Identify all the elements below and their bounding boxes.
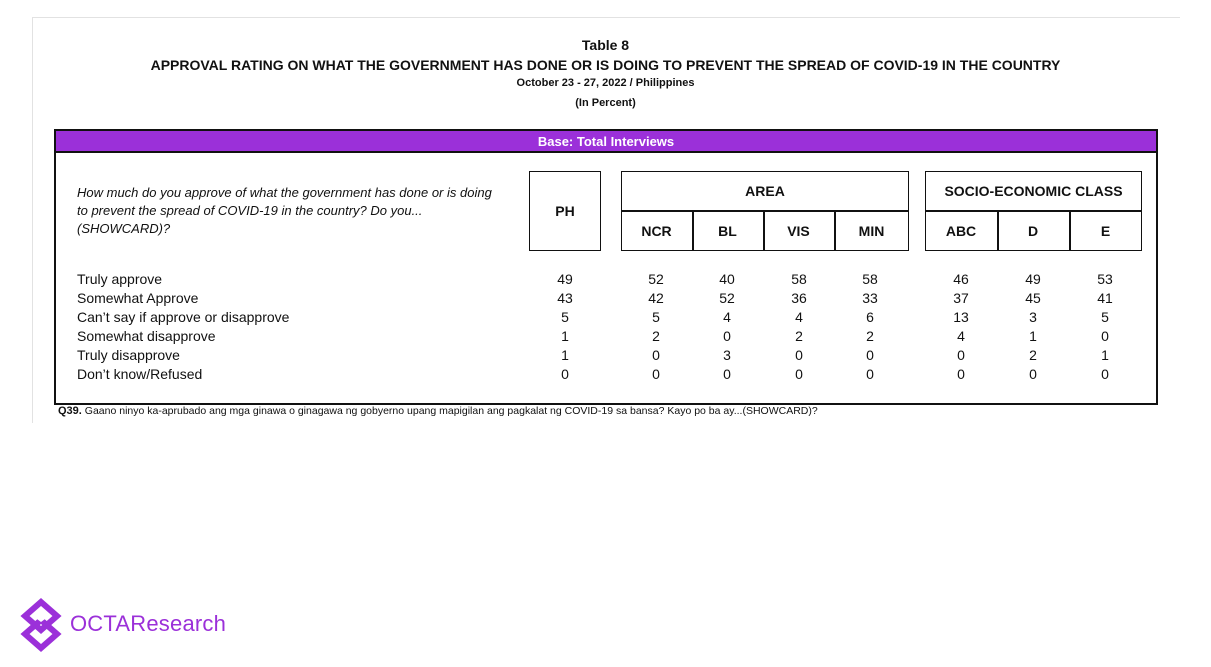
- question-footnote: [58, 405, 818, 417]
- frame-top-border: [32, 17, 1180, 18]
- question-translation: Gaano ninyo ka-aprubado ang mga ginawa o ginagawa ng gobyerno upang mapigilan ang pagkalat ng COVID-19 sa bansa? Kayo po ba ay...(SHOWCARD)?: [84, 405, 818, 417]
- cell-value: 2: [1029, 347, 1037, 363]
- cell-value: 0: [652, 366, 660, 382]
- question-text: How much do you approve of what the government has done or is doing to prevent the spread of COVID-19 in the country? Do you...(SHOWCARD)?: [77, 185, 492, 236]
- group-header-ses: SOCIO-ECONOMIC CLASS: [944, 182, 1123, 199]
- cell-value: 52: [719, 290, 735, 306]
- column-header-d: D: [1027, 223, 1039, 239]
- cell-value: 53: [1097, 271, 1113, 287]
- row-label: Truly disapprove: [77, 347, 180, 363]
- cell-value: 1: [1101, 347, 1109, 363]
- cell-value: 1: [561, 328, 569, 344]
- cell-value: 2: [866, 328, 874, 344]
- cell-value: 5: [561, 309, 569, 325]
- cell-value: 0: [866, 366, 874, 382]
- table-number: Table 8: [581, 37, 630, 53]
- cell-value: 36: [791, 290, 807, 306]
- cell-value: 0: [1029, 366, 1037, 382]
- cell-value: 45: [1025, 290, 1041, 306]
- cell-value: 4: [723, 309, 731, 325]
- cell-value: 2: [795, 328, 803, 344]
- cell-value: 43: [557, 290, 573, 306]
- column-header-ph: PH: [555, 203, 575, 219]
- column-header-vis: VIS: [787, 223, 810, 239]
- data-table: [54, 129, 1158, 405]
- base-label-bar: Base: Total Interviews: [56, 131, 1156, 153]
- row-label: Can’t say if approve or disapprove: [77, 309, 290, 325]
- cell-value: 0: [652, 347, 660, 363]
- cell-value: 2: [652, 328, 660, 344]
- cell-value: 0: [957, 366, 965, 382]
- cell-value: 5: [1101, 309, 1109, 325]
- cell-value: 58: [862, 271, 878, 287]
- table-title: APPROVAL RATING ON WHAT THE GOVERNMENT HAS DONE OR IS DOING TO PREVENT THE SPREAD OF COVID-19 IN THE COUNTRY: [150, 57, 1061, 73]
- cell-value: 1: [561, 347, 569, 363]
- cell-value: 0: [957, 347, 965, 363]
- column-header-abc: ABC: [945, 223, 977, 239]
- column-header-e: E: [1100, 223, 1111, 239]
- cell-value: 0: [723, 328, 731, 344]
- cell-value: 0: [866, 347, 874, 363]
- cell-value: 3: [723, 347, 731, 363]
- cell-value: 33: [862, 290, 878, 306]
- column-header-ncr: NCR: [641, 223, 672, 239]
- cell-value: 49: [1025, 271, 1041, 287]
- cell-value: 49: [557, 271, 573, 287]
- row-label: Truly approve: [77, 271, 163, 287]
- unit-label: (In Percent): [575, 97, 636, 109]
- octa-logo-icon: [16, 598, 66, 652]
- cell-value: 4: [957, 328, 965, 344]
- cell-value: 40: [719, 271, 735, 287]
- cell-value: 46: [953, 271, 969, 287]
- cell-value: 0: [1101, 366, 1109, 382]
- cell-value: 6: [866, 309, 874, 325]
- cell-value: 41: [1097, 290, 1113, 306]
- cell-value: 0: [795, 347, 803, 363]
- cell-value: 4: [795, 309, 803, 325]
- cell-value: 13: [953, 309, 969, 325]
- cell-value: 37: [953, 290, 969, 306]
- question-code: Q39.: [58, 405, 82, 417]
- cell-value: 0: [795, 366, 803, 382]
- cell-value: 1: [1029, 328, 1037, 344]
- group-header-area: AREA: [745, 182, 785, 199]
- column-header-min: MIN: [858, 223, 885, 239]
- row-label: Somewhat disapprove: [77, 328, 216, 344]
- row-label: Don’t know/Refused: [77, 366, 203, 382]
- logo-text: OCTAResearch: [70, 611, 227, 636]
- cell-value: 0: [1101, 328, 1109, 344]
- cell-value: 52: [648, 271, 664, 287]
- cell-value: 0: [723, 366, 731, 382]
- column-header-bl: BL: [718, 223, 737, 239]
- cell-value: 42: [648, 290, 664, 306]
- cell-value: 0: [561, 366, 569, 382]
- cell-value: 58: [791, 271, 807, 287]
- cell-value: 5: [652, 309, 660, 325]
- row-label: Somewhat Approve: [77, 290, 199, 306]
- survey-date: October 23 - 27, 2022 / Philippines: [516, 77, 695, 89]
- cell-value: 3: [1029, 309, 1037, 325]
